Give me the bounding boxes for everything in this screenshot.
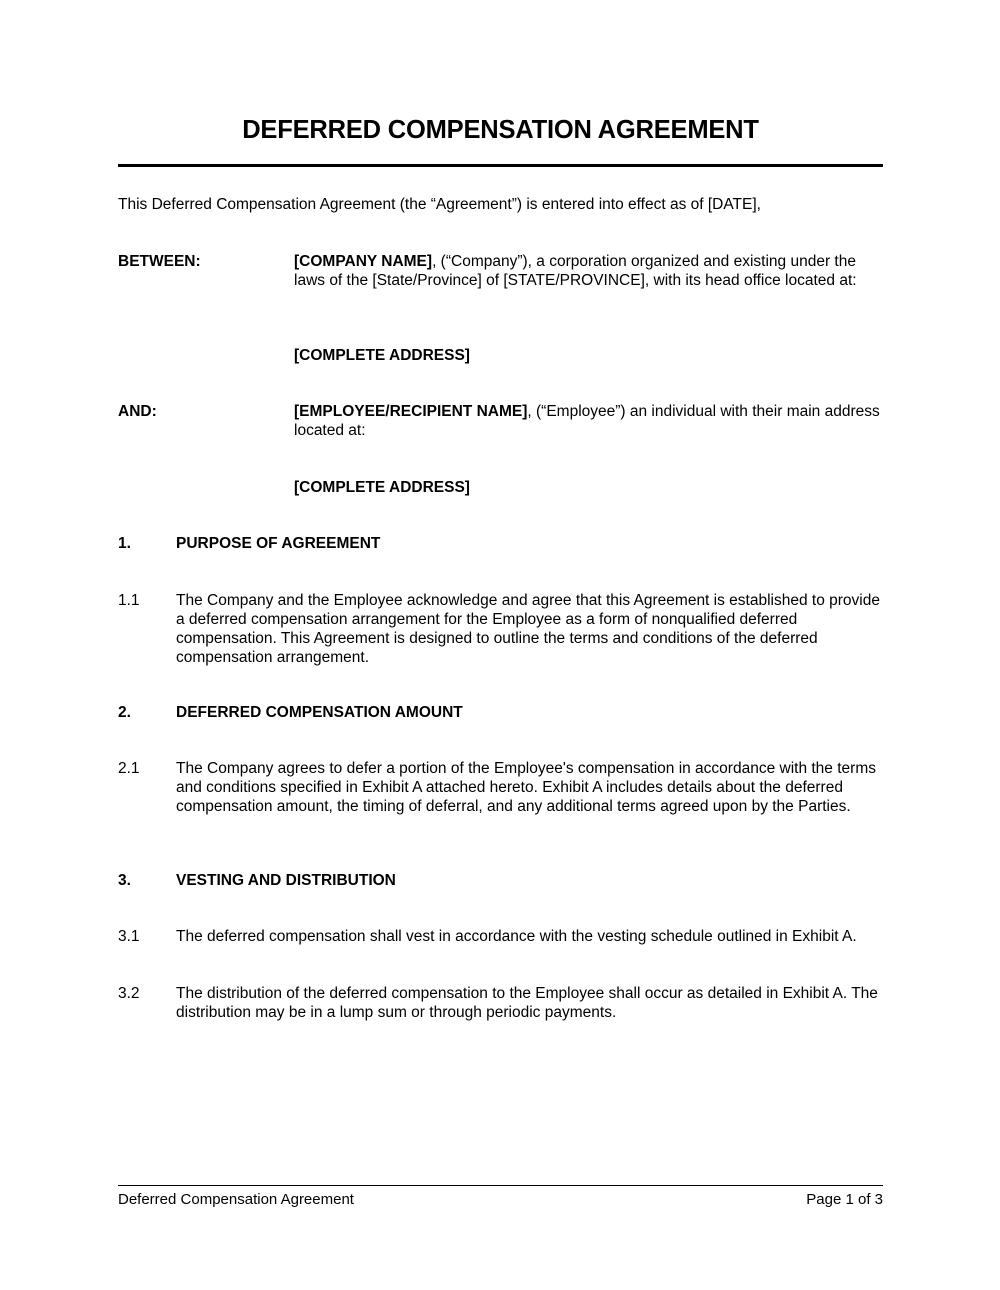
intro-paragraph: This Deferred Compensation Agreement (the “Agreement”) is entered into effect as of [DATE], [118, 196, 761, 213]
title-divider [118, 164, 883, 167]
document-title: DEFERRED COMPENSATION AGREEMENT [242, 116, 759, 144]
party-employee-block [294, 402, 884, 440]
clause-3-2-number: 3.2 [118, 985, 140, 1002]
section-1-heading: PURPOSE OF AGREEMENT [176, 535, 381, 552]
section-3-number: 3. [118, 872, 131, 889]
company-description: , (“Company”), a corporation organized and existing under the laws of the [State/Province] of [STATE/PROVINCE], with its head office located at: [294, 253, 857, 289]
clause-2-1-text: The Company agrees to defer a portion of the Employee's compensation in accordance with the terms and conditions specified in Exhibit A attached hereto. Exhibit A includes details about the deferred compensation amount, the timing of deferral, and any additional terms agreed upon by the Parties. [176, 760, 876, 815]
employee-name-placeholder: [EMPLOYEE/RECIPIENT NAME] [294, 403, 528, 420]
footer-divider [118, 1185, 883, 1186]
company-name-placeholder: [COMPANY NAME] [294, 253, 433, 270]
party-label-between: BETWEEN: [118, 253, 201, 270]
employee-description: , (“Employee”) an individual with their main address located at: [294, 403, 880, 439]
party-label-and: AND: [118, 403, 157, 420]
footer-page-number: Page 1 of 3 [806, 1191, 883, 1208]
clause-1-1-text: The Company and the Employee acknowledge and agree that this Agreement is established to provide a deferred compensation arrangement for the Employee as a form of nonqualified deferred compensation. This Agreement is designed to outline the terms and conditions of the deferred compensation arrangement. [176, 592, 880, 666]
section-2-heading: DEFERRED COMPENSATION AMOUNT [176, 704, 463, 721]
clause-2-1-number: 2.1 [118, 760, 140, 777]
party-company-block [294, 252, 884, 290]
company-address-placeholder: [COMPLETE ADDRESS] [294, 347, 470, 364]
clause-3-1-number: 3.1 [118, 928, 140, 945]
footer-document-name: Deferred Compensation Agreement [118, 1191, 354, 1208]
clause-3-1-text: The deferred compensation shall vest in accordance with the vesting schedule outlined in Exhibit A. [176, 928, 857, 945]
clause-3-2-text: The distribution of the deferred compensation to the Employee shall occur as detailed in Exhibit A. The distribution may be in a lump sum or through periodic payments. [176, 985, 878, 1021]
employee-address-placeholder: [COMPLETE ADDRESS] [294, 479, 470, 496]
clause-1-1-number: 1.1 [118, 592, 140, 609]
section-3-heading: VESTING AND DISTRIBUTION [176, 872, 396, 889]
section-1-number: 1. [118, 535, 131, 552]
section-2-number: 2. [118, 704, 131, 721]
